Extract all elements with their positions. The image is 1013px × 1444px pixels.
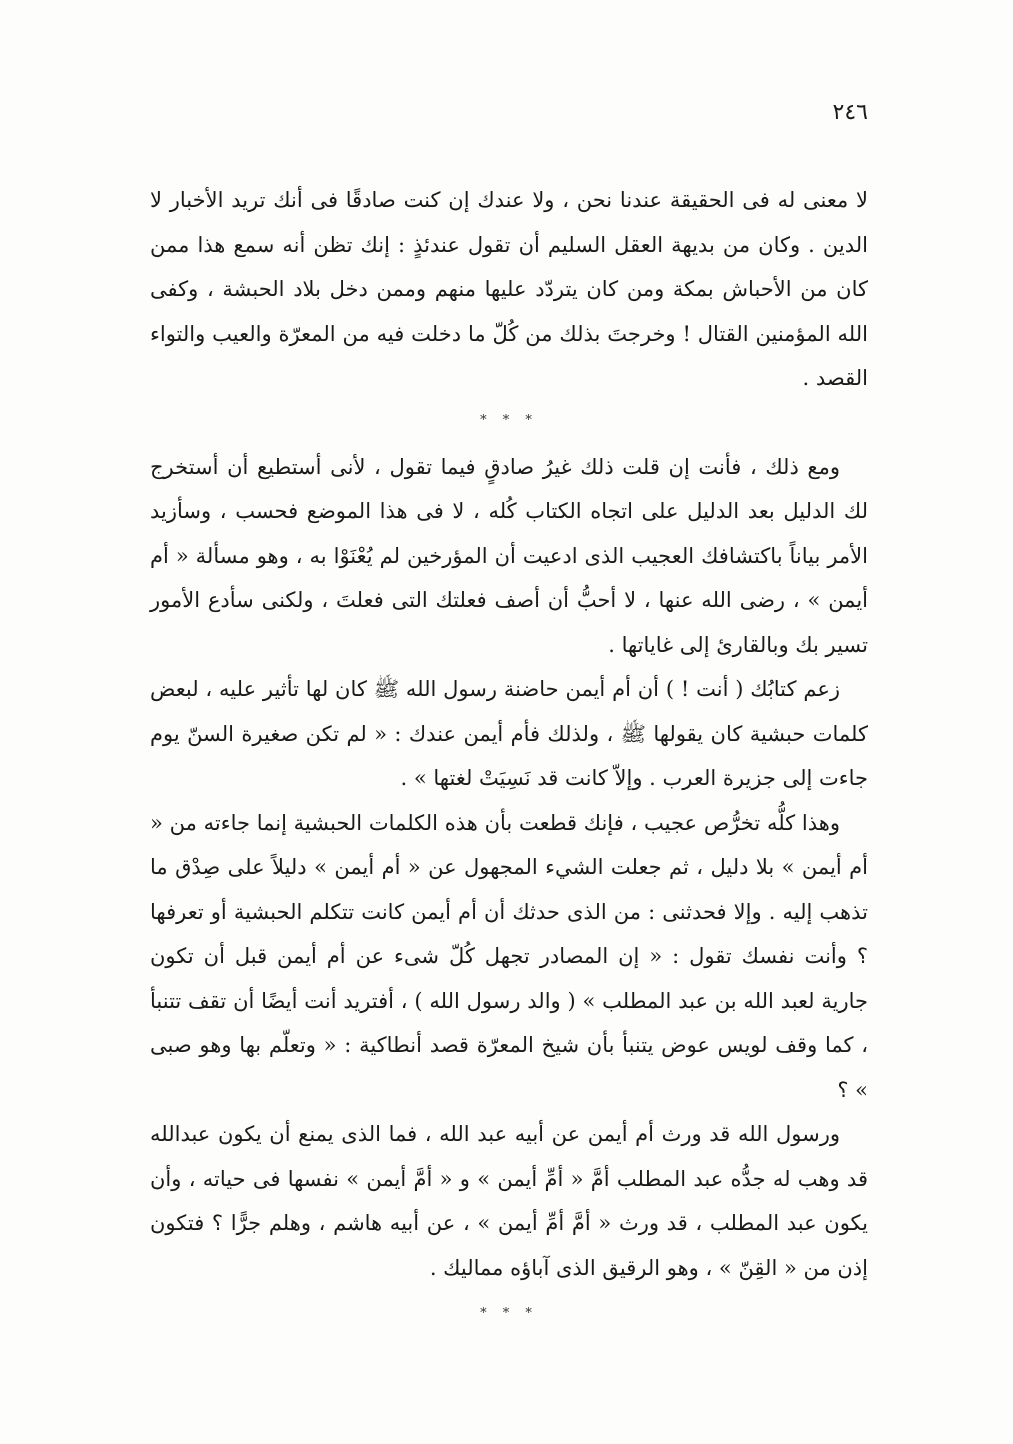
text-body [150,178,868,1338]
paragraph: لا معنى له فى الحقيقة عندنا نحن ، ولا عندك إن كنت صادقًا فى أنك تريد الأخبار لا الدين . وكان من بديهة العقل السليم أن تقول عندئذٍ : إنك تظن أنه سمع هذا ممن كان من الأحباش بمكة ومن كان يتردّد عليها منهم وممن دخل بلاد الحبشة ، وكفى الله المؤمنين القتال ! وخرجتَ بذلك من كُلّ ما دخلت فيه من المعرّة والعيب والتواء القصد . [150,188,868,390]
paragraph: وهذا كلُّه تخرُّص عجيب ، فإنك قطعت بأن هذه الكلمات الحبشية إنما جاءته من « أم أيمن » بلا دليل ، ثم جعلت الشيء المجهول عن « أم أيمن » دليلاً على صِدْق ما تذهب إليه . وإلا فحدثنى : من الذى حدثك أن أم أيمن كانت تتكلم الحبشية أو تعرفها ؟ وأنت نفسك تقول : « إن المصادر تجهل كُلّ شىء عن أم أيمن قبل أن تكون جارية لعبد الله بن عبد المطلب » ( والد رسول الله ) ، أفتريد أنت أيضًا أن تقف تتنبأ ، كما وقف لويس عوض يتنبأ بأن شيخ المعرّة قصد أنطاكية : « وتعلّم بها وهو صبى » ؟ [150,810,868,1102]
paragraph: زعم كتابُك ( أنت ! ) أن أم أيمن حاضنة رسول الله ﷺ كان لها تأثير عليه ، لبعض كلمات حبشية كان يقولها ﷺ ، ولذلك فأم أيمن عندك : « لم تكن صغيرة السنّ يوم جاءت إلى جزيرة العرب . وإلاّ كانت قد نَسِيَتْ لغتها » . [150,677,868,790]
page-number: ٢٤٦ [832,100,868,125]
paragraph: ومع ذلك ، فأنت إن قلت ذلك غيرُ صادقٍ فيما تقول ، لأنى أستطيع أن أستخرج لك الدليل بعد الدليل على اتجاه الكتاب كُله ، لا فى هذا الموضع فحسب ، وسأزيد الأمر بياناً باكتشافك العجيب الذى ادعيت أن المؤرخين لم يُعْنَوْا به ، وهو مسألة « أم أيمن » ، رضى الله عنها ، لا أحبُّ أن أصف فعلتك التى فعلتَ ، ولكنى سأدع الأمور تسير بك وبالقارئ إلى غاياتها . [150,454,868,657]
paragraph: ورسول الله قد ورث أم أيمن عن أبيه عبد الله ، فما الذى يمنع أن يكون عبدالله قد وهب له جدُّه عبد المطلب أمَّ « أمِّ أيمن » و « أمَّ أيمن » نفسها فى حياته ، وأن يكون عبد المطلب ، قد ورث « أمَّ أمِّ أيمن » ، عن أبيه هاشم ، وهلم جرًّا ؟ فتكون إذن من « القِنّ » ، وهو الرقيق الذى آباؤه مماليك . [150,1122,868,1280]
section-separator: * * * [480,1306,538,1321]
section-separator: * * * [480,412,538,428]
